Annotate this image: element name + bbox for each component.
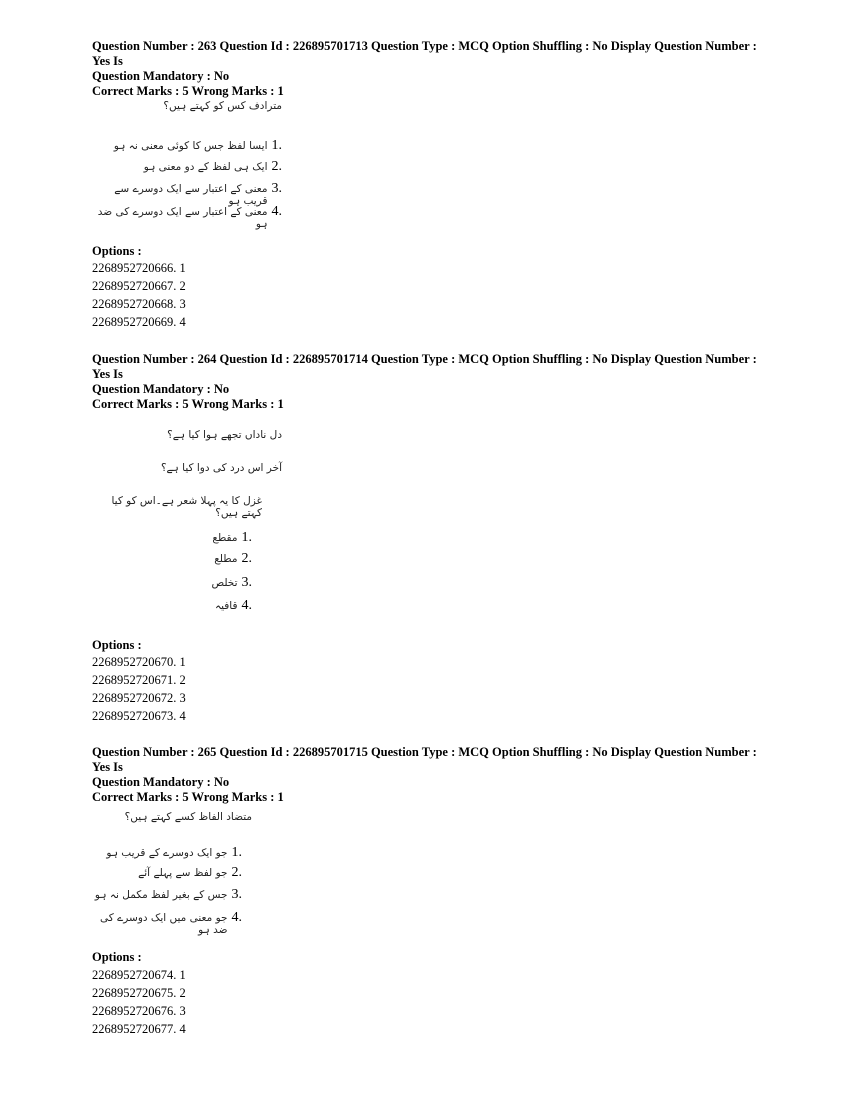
option-id: 2268952720677. 4: [92, 1022, 186, 1036]
choice-number: 3.: [231, 887, 242, 902]
question-header: [92, 745, 772, 805]
choice-text: معنی کے اعتبار سے ایک دوسرے کی ضد ہو: [97, 206, 268, 230]
choice-number: 1.: [231, 845, 242, 860]
options-label: Options :: [92, 950, 142, 964]
header-line: Question Mandatory : No: [92, 382, 230, 396]
header-line: Question Number : 265 Question Id : 226895701715 Question Type : MCQ Option Shuffling : No Display Question Number : Yes Is: [92, 745, 757, 774]
header-line: Question Mandatory : No: [92, 69, 230, 83]
option-id: 2268952720676. 3: [92, 1004, 186, 1018]
header-line: Question Mandatory : No: [92, 775, 230, 789]
choice-number: 2.: [271, 159, 282, 174]
choice-number: 4.: [231, 910, 242, 925]
choice-text: جو لفظ سے پہلے آئے: [138, 867, 228, 879]
option-id: 2268952720672. 3: [92, 691, 186, 705]
choice-number: 3.: [271, 181, 282, 196]
options-list: [92, 259, 186, 331]
options-list: [92, 966, 186, 1038]
option-id: 2268952720671. 2: [92, 673, 186, 687]
choice-text: جو ایک دوسرے کے قریب ہو: [106, 847, 228, 859]
choice: [92, 598, 252, 614]
header-line: Question Number : 263 Question Id : 226895701713 Question Type : MCQ Option Shuffling : No Display Question Number : Yes Is: [92, 39, 757, 68]
choice: [92, 910, 242, 936]
choice: [92, 575, 252, 591]
option-id: 2268952720669. 4: [92, 315, 186, 329]
option-id: 2268952720673. 4: [92, 709, 186, 723]
choice-text: جس کے بغیر لفظ مکمل نہ ہو: [94, 889, 228, 901]
choice-text: جو معنی میں ایک دوسرے کی ضد ہو: [100, 912, 228, 936]
choice-number: 1.: [271, 138, 282, 153]
marks-line: Correct Marks : 5 Wrong Marks : 1: [92, 84, 284, 98]
option-id: 2268952720674. 1: [92, 968, 186, 982]
header-line: Question Number : 264 Question Id : 226895701714 Question Type : MCQ Option Shuffling : No Display Question Number : Yes Is: [92, 352, 757, 381]
question-text: آخر اس درد کی دوا کیا ہے؟: [160, 462, 282, 474]
question-text: متضاد الفاظ کسے کہتے ہیں؟: [124, 811, 252, 823]
choice-number: 2.: [241, 551, 252, 566]
choice: [92, 845, 242, 861]
option-id: 2268952720666. 1: [92, 261, 186, 275]
choice-text: معنی کے اعتبار سے ایک دوسرے سے قریب ہو: [114, 183, 268, 207]
choice-number: 2.: [231, 865, 242, 880]
choice: [92, 530, 252, 546]
choice-number: 1.: [241, 530, 252, 545]
options-label: Options :: [92, 244, 142, 258]
choice: [92, 887, 242, 903]
option-id: 2268952720670. 1: [92, 655, 186, 669]
choice-text: مطلع: [214, 553, 238, 565]
choice-text: ایسا لفظ جس کا کوئی معنی نہ ہو: [113, 140, 268, 152]
choice-text: قافیہ: [214, 600, 238, 612]
question-text: مترادف کس کو کہتے ہیں؟: [163, 100, 282, 112]
choice: [92, 551, 252, 567]
choice: [92, 204, 282, 230]
option-id: 2268952720668. 3: [92, 297, 186, 311]
question-text: غزل کا یہ پہلا شعر ہے۔اس کو کیا کہتے ہیں؟: [111, 495, 262, 519]
choice-text: تخلص: [211, 577, 238, 589]
marks-line: Correct Marks : 5 Wrong Marks : 1: [92, 790, 284, 804]
choice-number: 3.: [241, 575, 252, 590]
marks-line: Correct Marks : 5 Wrong Marks : 1: [92, 397, 284, 411]
choice: [92, 138, 282, 154]
option-id: 2268952720667. 2: [92, 279, 186, 293]
choice-number: 4.: [241, 598, 252, 613]
options-label: Options :: [92, 638, 142, 652]
choice: [92, 159, 282, 175]
choice: [92, 865, 242, 881]
choice-text: ایک ہی لفظ کے دو معنی ہو: [143, 161, 268, 173]
choice-number: 4.: [271, 204, 282, 219]
option-id: 2268952720675. 2: [92, 986, 186, 1000]
question-header: [92, 39, 772, 99]
question-header: [92, 352, 772, 412]
question-text: دل ناداں تجھے ہوا کیا ہے؟: [167, 429, 282, 441]
options-list: [92, 653, 186, 725]
choice-text: مقطع: [212, 532, 238, 544]
